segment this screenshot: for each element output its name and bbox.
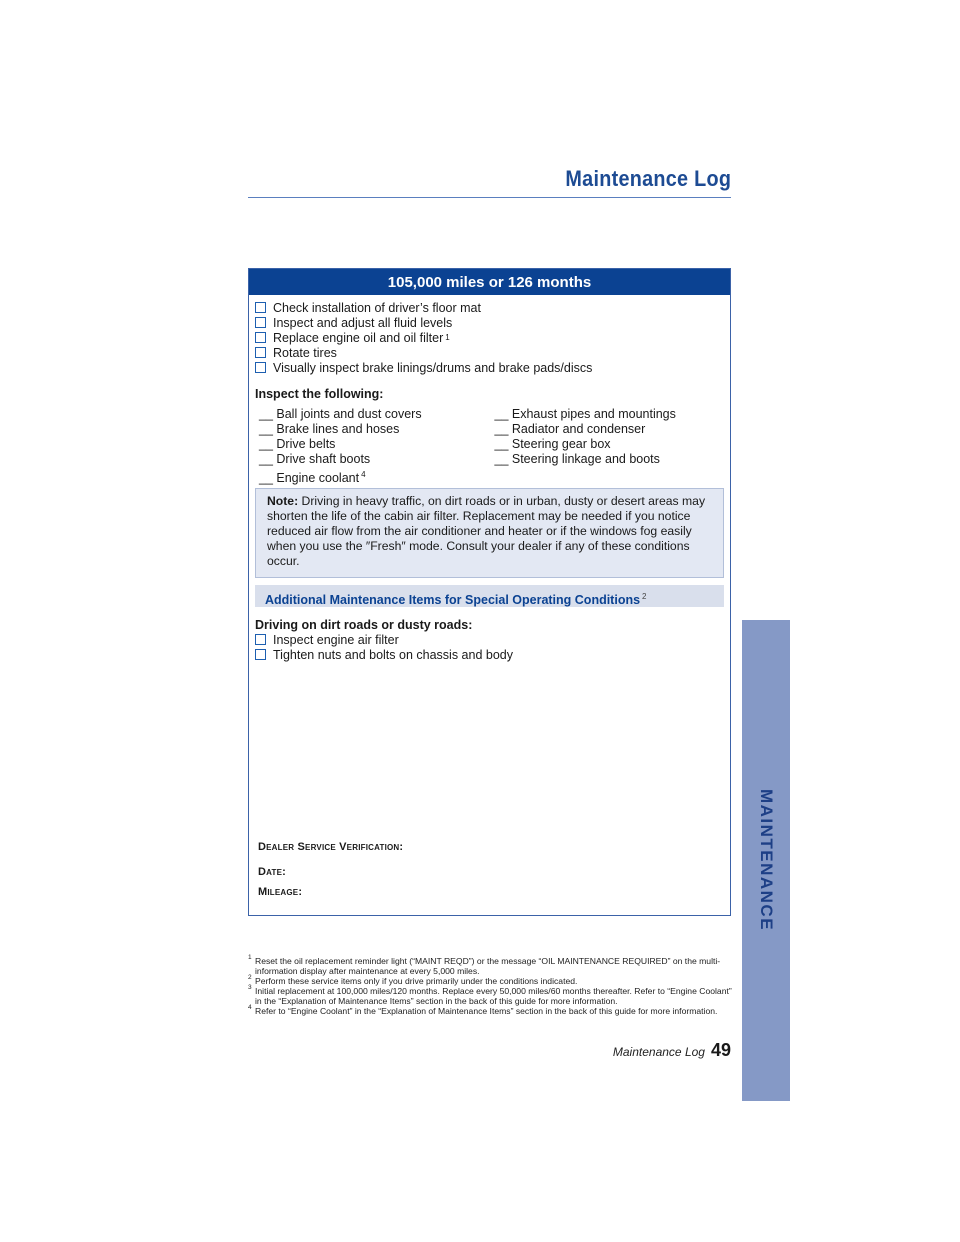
checkbox-icon[interactable] xyxy=(255,649,266,660)
side-tab-label: MAINTENANCE xyxy=(757,788,776,932)
inspect-item: __ Ball joints and dust covers xyxy=(259,407,422,421)
inspect-item-label: __ Engine coolant xyxy=(259,471,360,485)
footnote-ref: 2 xyxy=(642,592,647,601)
checklist-item[interactable] xyxy=(255,315,724,330)
page-footer xyxy=(613,1040,731,1061)
checklist-item[interactable] xyxy=(255,647,724,662)
inspect-item: __ Brake lines and hoses xyxy=(259,422,400,436)
footnote-text: Initial replacement at 100,000 miles/120 months. Replace every 50,000 miles/60 months thereafter. Refer to “Engine Coolant” in the “Explanation of Maintenance Items” section in the back of this guide for more information. xyxy=(255,986,732,1006)
footer-section-label: Maintenance Log xyxy=(612,1045,705,1059)
checklist-item-label: Tighten nuts and bolts on chassis and body xyxy=(273,647,513,662)
inspect-item: __ Steering linkage and boots xyxy=(494,452,660,466)
dealer-verification-label: Dealer Service Verification: xyxy=(258,841,404,853)
checklist-item[interactable] xyxy=(255,632,724,647)
checklist-item-label: Visually inspect brake linings/drums and brake pads/discs xyxy=(273,360,593,375)
inspect-column-right xyxy=(495,407,731,482)
checklist-item[interactable] xyxy=(255,330,724,345)
inspect-item: __ Drive belts xyxy=(259,437,336,451)
inspect-item: __ Radiator and condenser xyxy=(494,422,646,436)
footnote-number: 1 xyxy=(248,954,252,961)
footnotes xyxy=(248,956,732,1016)
checkbox-icon[interactable] xyxy=(255,317,266,328)
dirt-roads-checklist xyxy=(249,632,730,662)
checklist xyxy=(249,295,730,375)
inspect-item: __ Exhaust pipes and mountings xyxy=(494,407,676,421)
footnote xyxy=(248,956,732,976)
footnote-number: 2 xyxy=(248,974,252,981)
inspect-item xyxy=(259,467,495,485)
note-label: Note: xyxy=(267,494,299,508)
inspect-column-left xyxy=(259,407,495,485)
checkbox-icon[interactable] xyxy=(255,634,266,645)
checklist-item[interactable] xyxy=(255,360,724,375)
footnote-text: Perform these service items only if you drive primarily under the conditions indicated. xyxy=(255,976,578,986)
inspect-item: __ Steering gear box xyxy=(494,437,611,451)
maintenance-log-card xyxy=(248,268,731,916)
dirt-roads-heading: Driving on dirt roads or dusty roads: xyxy=(255,618,473,632)
footnote-text: Refer to “Engine Coolant” in the “Explanation of Maintenance Items” section in the back of this guide for more information. xyxy=(255,1006,718,1016)
checklist-item-label: Inspect engine air filter xyxy=(273,632,399,647)
checklist-item-label: Inspect and adjust all fluid levels xyxy=(273,315,453,330)
checkbox-icon[interactable] xyxy=(255,332,266,343)
checklist-item[interactable] xyxy=(255,300,724,315)
checkbox-icon[interactable] xyxy=(255,362,266,373)
additional-items-heading xyxy=(255,585,724,607)
mileage-label: Mileage: xyxy=(258,886,303,898)
checklist-item-label: Check installation of driver’s floor mat xyxy=(273,300,481,315)
page-number: 49 xyxy=(710,1040,731,1060)
inspect-heading: Inspect the following: xyxy=(255,387,384,401)
inspect-list xyxy=(249,407,730,485)
date-label: Date: xyxy=(258,866,287,878)
note-text: Driving in heavy traffic, on dirt roads or in urban, dusty or desert areas may shorten the life of the cabin air filter. Replacement may be needed if you notice reduced air flow from the air conditioner and heater or if the windows fog easily when you use the ″Fresh″ mode. Consult your dealer if any of these conditions occur. xyxy=(267,494,706,568)
footnote-text: Reset the oil replacement reminder light (“MAINT REQD”) or the message “OIL MAINTENANCE REQUIRED” on the multi-information display after maintenance at every 5,000 miles. xyxy=(255,956,721,976)
page-title: Maintenance Log xyxy=(565,166,731,191)
checklist-item[interactable] xyxy=(255,345,724,360)
checklist-item-label: Replace engine oil and oil filter xyxy=(273,330,444,345)
footnote xyxy=(248,986,732,1006)
footnote-number: 4 xyxy=(248,1004,252,1011)
checkbox-icon[interactable] xyxy=(255,302,266,313)
footnote-number: 3 xyxy=(248,984,252,991)
footnote xyxy=(248,1006,732,1016)
checkbox-icon[interactable] xyxy=(255,347,266,358)
checklist-item-label: Rotate tires xyxy=(273,345,337,360)
interval-title: 105,000 miles or 126 months xyxy=(249,269,730,295)
footnote-ref: 1 xyxy=(445,333,450,342)
header-divider xyxy=(248,197,731,198)
footnote xyxy=(248,976,732,986)
section-side-tab[interactable] xyxy=(742,620,790,1101)
inspect-item: __ Drive shaft boots xyxy=(259,452,371,466)
note-box xyxy=(255,488,724,578)
additional-items-title: Additional Maintenance Items for Special Operating Conditions xyxy=(265,593,641,607)
footnote-ref: 4 xyxy=(361,470,366,479)
